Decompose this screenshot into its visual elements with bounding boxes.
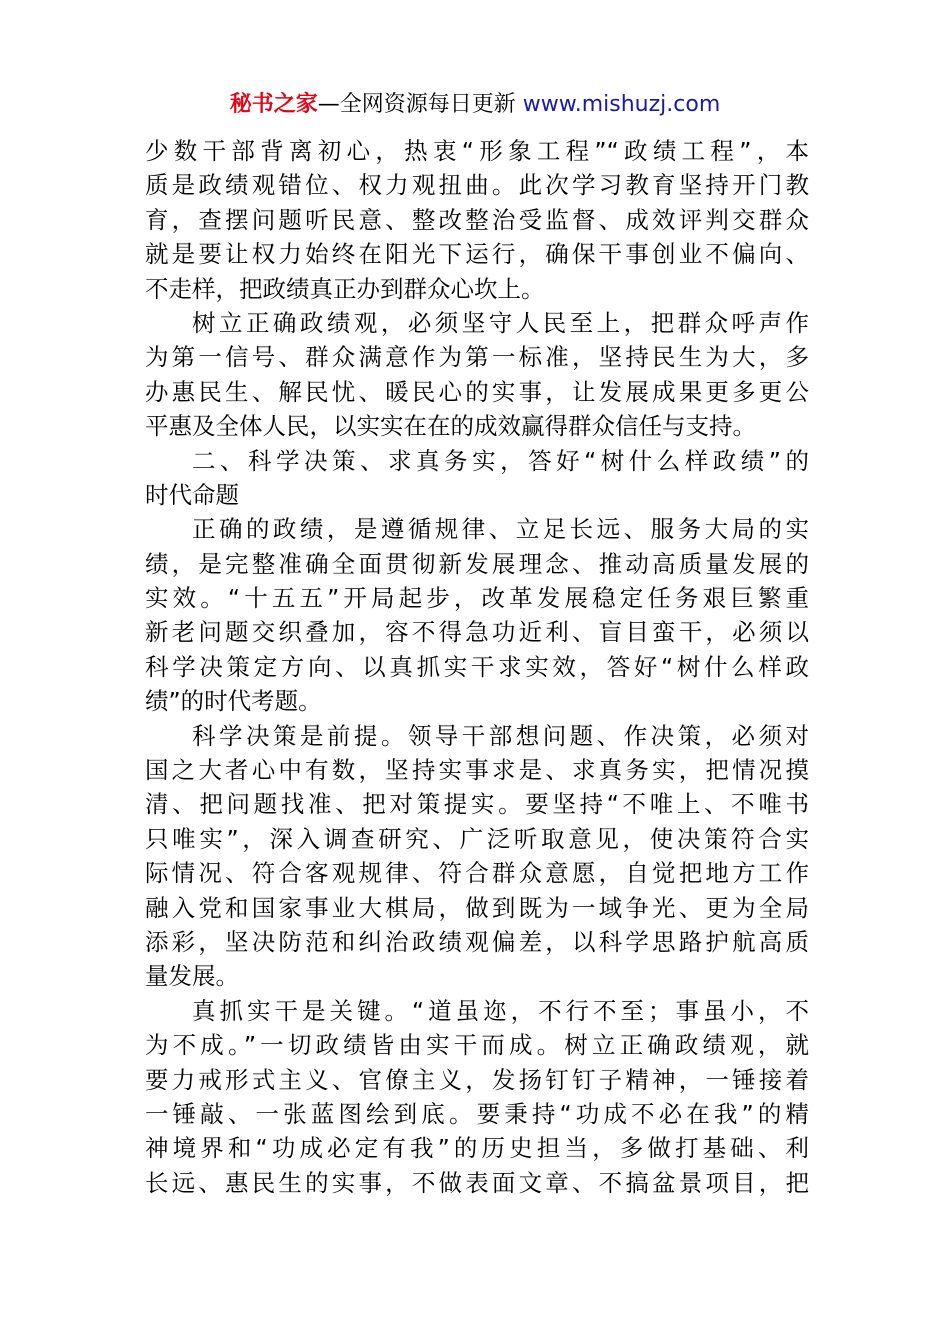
text-line: 国之大者心中有数，坚持实事求是、求真务实，把情况摸 — [145, 756, 809, 785]
text-line: 长远、惠民生的实事，不做表面文章、不搞盆景项目，把 — [145, 1168, 809, 1197]
text-line: 绩，是完整准确全面贯彻新发展理念、推动高质量发展的 — [145, 549, 809, 578]
text-line: 科学决策是前提。领导干部想问题、作决策，必须对 — [192, 721, 809, 750]
text-line: 绩”的时代考题。 — [145, 687, 322, 716]
text-line: 清、把问题找准、把对策提实。要坚持“不唯上、不唯书 — [145, 790, 809, 819]
text-line: 少数干部背离初心，热衷“形象工程”“政绩工程”，本 — [145, 137, 809, 165]
header-url-link[interactable]: www.mishuzj.com — [522, 92, 721, 117]
text-line: 不走样，把政绩真正办到群众心坎上。 — [145, 274, 545, 303]
text-line: 科学决策定方向、以真抓实干求实效，答好“树什么样政 — [145, 652, 809, 681]
text-line: 为不成。”一切政绩皆由实干而成。树立正确政绩观，就 — [145, 1031, 809, 1060]
text-line: 只唯实”，深入调查研究、广泛听取意见，使决策符合实 — [145, 824, 809, 853]
section-heading-line: 二、科学决策、求真务实，答好“树什么样政绩”的 — [192, 446, 809, 475]
document-body — [145, 134, 809, 1200]
text-line: 正确的政绩，是遵循规律、立足长远、服务大局的实 — [192, 515, 809, 544]
page-header — [0, 88, 950, 122]
text-line: 质是政绩观错位、权力观扭曲。此次学习教育坚持开门教 — [145, 171, 809, 200]
section-heading-line: 时代命题 — [145, 480, 239, 509]
text-line: 量发展。 — [145, 962, 239, 991]
text-line: 真抓实干是关键。“道虽迩，不行不至；事虽小，不 — [192, 996, 809, 1025]
text-line: 平惠及全体人民，以实实在在的成效赢得群众信任与支持。 — [145, 412, 756, 441]
text-line: 新老问题交织叠加，容不得急功近利、盲目蛮干，必须以 — [145, 618, 809, 647]
text-line: 神境界和“功成必定有我”的历史担当，多做打基础、利 — [145, 1134, 809, 1163]
text-line: 为第一信号、群众满意作为第一标准，坚持民生为大，多 — [145, 343, 809, 372]
text-line: 要力戒形式主义、官僚主义，发扬钉钉子精神，一锤接着 — [145, 1065, 809, 1094]
text-line: 一锤敲、一张蓝图绘到底。要秉持“功成不必在我”的精 — [145, 1099, 809, 1128]
text-line: 际情况、符合客观规律、符合群众意愿，自觉把地方工作 — [145, 859, 809, 888]
header-tagline: —全网资源每日更新 — [317, 92, 516, 117]
text-line: 就是要让权力始终在阳光下运行，确保干事创业不偏向、 — [145, 240, 809, 269]
text-line: 实效。“十五五”开局起步，改革发展稳定任务艰巨繁重 — [145, 584, 809, 613]
text-line: 办惠民生、解民忧、暖民心的实事，让发展成果更多更公 — [145, 377, 809, 406]
header-brand: 秘书之家 — [229, 92, 318, 117]
text-line: 添彩，坚决防范和纠治政绩观偏差，以科学思路护航高质 — [145, 927, 809, 956]
text-line: 树立正确政绩观，必须坚守人民至上，把群众呼声作 — [192, 308, 809, 337]
text-line: 育，查摆问题听民意、整改整治受监督、成效评判交群众 — [145, 205, 809, 234]
text-line: 融入党和国家事业大棋局，做到既为一域争光、更为全局 — [145, 893, 809, 922]
